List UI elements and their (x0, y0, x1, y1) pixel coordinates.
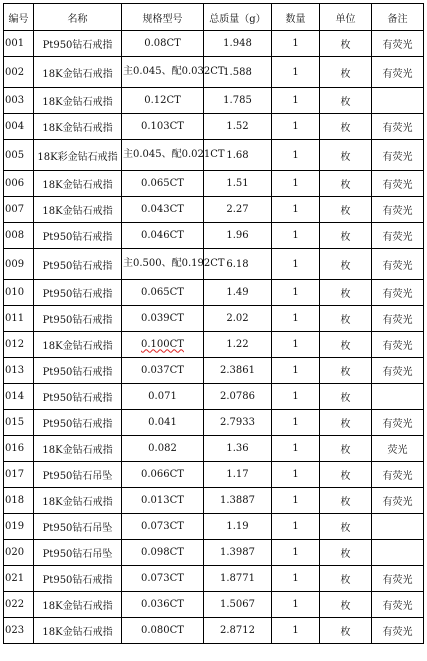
cell-weight: 1.588 (204, 57, 272, 88)
cell-number: 008 (4, 223, 34, 249)
cell-weight: 1.3987 (204, 540, 272, 566)
cell-spec: 0.073CT (122, 514, 204, 540)
cell-number: 006 (4, 171, 34, 197)
cell-weight: 1.36 (204, 436, 272, 462)
cell-unit: 枚 (320, 384, 372, 410)
table-row (4, 332, 424, 358)
cell-number: 009 (4, 249, 34, 280)
cell-quantity: 1 (272, 384, 320, 410)
header-no: 编号 (4, 4, 34, 31)
cell-unit: 枚 (320, 618, 372, 644)
cell-spec: 0.071 (122, 384, 204, 410)
cell-spec: 0.082 (122, 436, 204, 462)
table-row (4, 618, 424, 644)
table-row (4, 171, 424, 197)
table-row (4, 514, 424, 540)
cell-quantity: 1 (272, 197, 320, 223)
table-row (4, 197, 424, 223)
cell-name: 18K金钻石戒指 (34, 436, 122, 462)
cell-name: 18K金钻石戒指 (34, 592, 122, 618)
inventory-table (3, 3, 424, 644)
cell-number: 004 (4, 114, 34, 140)
header-unit: 单位 (320, 4, 372, 31)
cell-note: 荧光 (372, 436, 424, 462)
cell-spec: 0.013CT (122, 488, 204, 514)
cell-weight: 1.96 (204, 223, 272, 249)
header-name: 名称 (34, 4, 122, 31)
table-body (4, 31, 424, 644)
cell-note: 有荧光 (372, 566, 424, 592)
cell-quantity: 1 (272, 140, 320, 171)
cell-name: 18K金钻石戒指 (34, 618, 122, 644)
cell-note: 有荧光 (372, 306, 424, 332)
cell-spec: 主0.500、配0.192CT (122, 249, 204, 280)
header-weight: 总质量（g） (204, 4, 272, 31)
cell-name: 18K金钻石戒指 (34, 197, 122, 223)
cell-note: 有荧光 (372, 488, 424, 514)
cell-note (372, 514, 424, 540)
cell-weight: 1.3887 (204, 488, 272, 514)
table-row (4, 436, 424, 462)
cell-note: 有荧光 (372, 618, 424, 644)
cell-weight: 1.948 (204, 31, 272, 57)
cell-spec: 主0.045、配0.021CT (122, 140, 204, 171)
cell-unit: 枚 (320, 514, 372, 540)
cell-spec: 0.041 (122, 410, 204, 436)
cell-number: 016 (4, 436, 34, 462)
cell-name: 18K金钻石戒指 (34, 171, 122, 197)
cell-spec: 主0.045、配0.032CT (122, 57, 204, 88)
cell-number: 015 (4, 410, 34, 436)
cell-unit: 枚 (320, 140, 372, 171)
cell-number: 007 (4, 197, 34, 223)
table-row (4, 462, 424, 488)
cell-note: 有荧光 (372, 57, 424, 88)
cell-quantity: 1 (272, 114, 320, 140)
cell-number: 018 (4, 488, 34, 514)
cell-note: 有荧光 (372, 280, 424, 306)
table-row (4, 488, 424, 514)
cell-spec: 0.065CT (122, 280, 204, 306)
cell-quantity: 1 (272, 306, 320, 332)
cell-weight: 2.3861 (204, 358, 272, 384)
table-row (4, 280, 424, 306)
cell-note: 有荧光 (372, 223, 424, 249)
cell-quantity: 1 (272, 462, 320, 488)
cell-quantity: 1 (272, 488, 320, 514)
cell-name: 18K金钻石戒指 (34, 57, 122, 88)
cell-note: 有荧光 (372, 140, 424, 171)
cell-number: 023 (4, 618, 34, 644)
cell-number: 020 (4, 540, 34, 566)
cell-quantity: 1 (272, 514, 320, 540)
cell-weight: 1.19 (204, 514, 272, 540)
cell-weight: 2.0786 (204, 384, 272, 410)
cell-name: Pt950钻石戒指 (34, 280, 122, 306)
cell-weight: 1.49 (204, 280, 272, 306)
cell-spec: 0.037CT (122, 358, 204, 384)
cell-weight: 1.17 (204, 462, 272, 488)
table-row (4, 31, 424, 57)
cell-weight: 1.5067 (204, 592, 272, 618)
cell-unit: 枚 (320, 436, 372, 462)
cell-quantity: 1 (272, 249, 320, 280)
cell-spec: 0.036CT (122, 592, 204, 618)
table-row (4, 223, 424, 249)
cell-spec: 0.065CT (122, 171, 204, 197)
cell-spec: 0.066CT (122, 462, 204, 488)
cell-number: 021 (4, 566, 34, 592)
header-qty: 数量 (272, 4, 320, 31)
cell-spec: 0.073CT (122, 566, 204, 592)
cell-number: 012 (4, 332, 34, 358)
cell-unit: 枚 (320, 249, 372, 280)
cell-note: 有荧光 (372, 462, 424, 488)
cell-weight: 1.68 (204, 140, 272, 171)
cell-name: Pt950钻石吊坠 (34, 540, 122, 566)
table-row (4, 57, 424, 88)
cell-name: Pt950钻石戒指 (34, 384, 122, 410)
cell-number: 011 (4, 306, 34, 332)
cell-number: 019 (4, 514, 34, 540)
cell-name: Pt950钻石戒指 (34, 306, 122, 332)
cell-name: 18K金钻石戒指 (34, 488, 122, 514)
header-row (4, 4, 424, 31)
cell-unit: 枚 (320, 540, 372, 566)
cell-note: 有荧光 (372, 171, 424, 197)
cell-spec: 0.12CT (122, 88, 204, 114)
cell-note: 有荧光 (372, 410, 424, 436)
cell-quantity: 1 (272, 88, 320, 114)
cell-name: 18K金钻石戒指 (34, 114, 122, 140)
cell-weight: 1.52 (204, 114, 272, 140)
cell-unit: 枚 (320, 306, 372, 332)
cell-unit: 枚 (320, 332, 372, 358)
table-row (4, 358, 424, 384)
cell-quantity: 1 (272, 410, 320, 436)
cell-unit: 枚 (320, 592, 372, 618)
cell-unit: 枚 (320, 358, 372, 384)
cell-name: Pt950钻石戒指 (34, 223, 122, 249)
cell-weight: 1.785 (204, 88, 272, 114)
cell-quantity: 1 (272, 57, 320, 88)
cell-weight: 2.27 (204, 197, 272, 223)
cell-name: Pt950钻石戒指 (34, 410, 122, 436)
cell-unit: 枚 (320, 488, 372, 514)
cell-weight: 1.51 (204, 171, 272, 197)
cell-unit: 枚 (320, 410, 372, 436)
table-row (4, 88, 424, 114)
table-row (4, 540, 424, 566)
cell-unit: 枚 (320, 31, 372, 57)
cell-number: 001 (4, 31, 34, 57)
table-row (4, 566, 424, 592)
cell-number: 013 (4, 358, 34, 384)
cell-quantity: 1 (272, 280, 320, 306)
cell-name: Pt950钻石戒指 (34, 31, 122, 57)
table-row (4, 592, 424, 618)
table-row (4, 384, 424, 410)
cell-spec: 0.039CT (122, 306, 204, 332)
cell-note: 有荧光 (372, 197, 424, 223)
cell-note: 有荧光 (372, 332, 424, 358)
cell-number: 005 (4, 140, 34, 171)
cell-name: Pt950钻石戒指 (34, 566, 122, 592)
table-row (4, 306, 424, 332)
cell-unit: 枚 (320, 197, 372, 223)
cell-number: 003 (4, 88, 34, 114)
cell-number: 017 (4, 462, 34, 488)
cell-note (372, 384, 424, 410)
cell-unit: 枚 (320, 88, 372, 114)
cell-note (372, 88, 424, 114)
cell-unit: 枚 (320, 223, 372, 249)
cell-name: Pt950钻石吊坠 (34, 462, 122, 488)
cell-note: 有荧光 (372, 592, 424, 618)
cell-unit: 枚 (320, 114, 372, 140)
cell-weight: 2.8712 (204, 618, 272, 644)
cell-name: Pt950钻石戒指 (34, 249, 122, 280)
cell-quantity: 1 (272, 618, 320, 644)
cell-quantity: 1 (272, 592, 320, 618)
cell-unit: 枚 (320, 57, 372, 88)
cell-unit: 枚 (320, 171, 372, 197)
table-row (4, 140, 424, 171)
cell-weight: 6.18 (204, 249, 272, 280)
cell-number: 002 (4, 57, 34, 88)
cell-quantity: 1 (272, 436, 320, 462)
cell-note: 有荧光 (372, 114, 424, 140)
cell-unit: 枚 (320, 280, 372, 306)
cell-weight: 1.22 (204, 332, 272, 358)
cell-quantity: 1 (272, 171, 320, 197)
cell-quantity: 1 (272, 223, 320, 249)
cell-note: 有荧光 (372, 358, 424, 384)
cell-quantity: 1 (272, 31, 320, 57)
cell-weight: 1.8771 (204, 566, 272, 592)
cell-spec: 0.103CT (122, 114, 204, 140)
cell-quantity: 1 (272, 358, 320, 384)
cell-note: 有荧光 (372, 249, 424, 280)
header-note: 备注 (372, 4, 424, 31)
cell-number: 014 (4, 384, 34, 410)
cell-note (372, 540, 424, 566)
cell-name: 18K金钻石戒指 (34, 88, 122, 114)
header-spec: 规格型号 (122, 4, 204, 31)
cell-spec: 0.098CT (122, 540, 204, 566)
cell-weight: 2.02 (204, 306, 272, 332)
cell-name: 18K彩金钻石戒指 (34, 140, 122, 171)
cell-quantity: 1 (272, 540, 320, 566)
cell-quantity: 1 (272, 332, 320, 358)
table-row (4, 249, 424, 280)
cell-note: 有荧光 (372, 31, 424, 57)
cell-number: 010 (4, 280, 34, 306)
cell-name: Pt950钻石吊坠 (34, 514, 122, 540)
cell-spec: 0.043CT (122, 197, 204, 223)
cell-unit: 枚 (320, 462, 372, 488)
cell-name: Pt950钻石戒指 (34, 358, 122, 384)
cell-quantity: 1 (272, 566, 320, 592)
cell-number: 022 (4, 592, 34, 618)
cell-unit: 枚 (320, 566, 372, 592)
cell-weight: 2.7933 (204, 410, 272, 436)
cell-name: 18K金钻石戒指 (34, 332, 122, 358)
cell-spec: 0.046CT (122, 223, 204, 249)
cell-spec: 0.080CT (122, 618, 204, 644)
table-row (4, 114, 424, 140)
cell-spec: 0.08CT (122, 31, 204, 57)
cell-spec: 0.100CT (122, 332, 204, 358)
table-row (4, 410, 424, 436)
